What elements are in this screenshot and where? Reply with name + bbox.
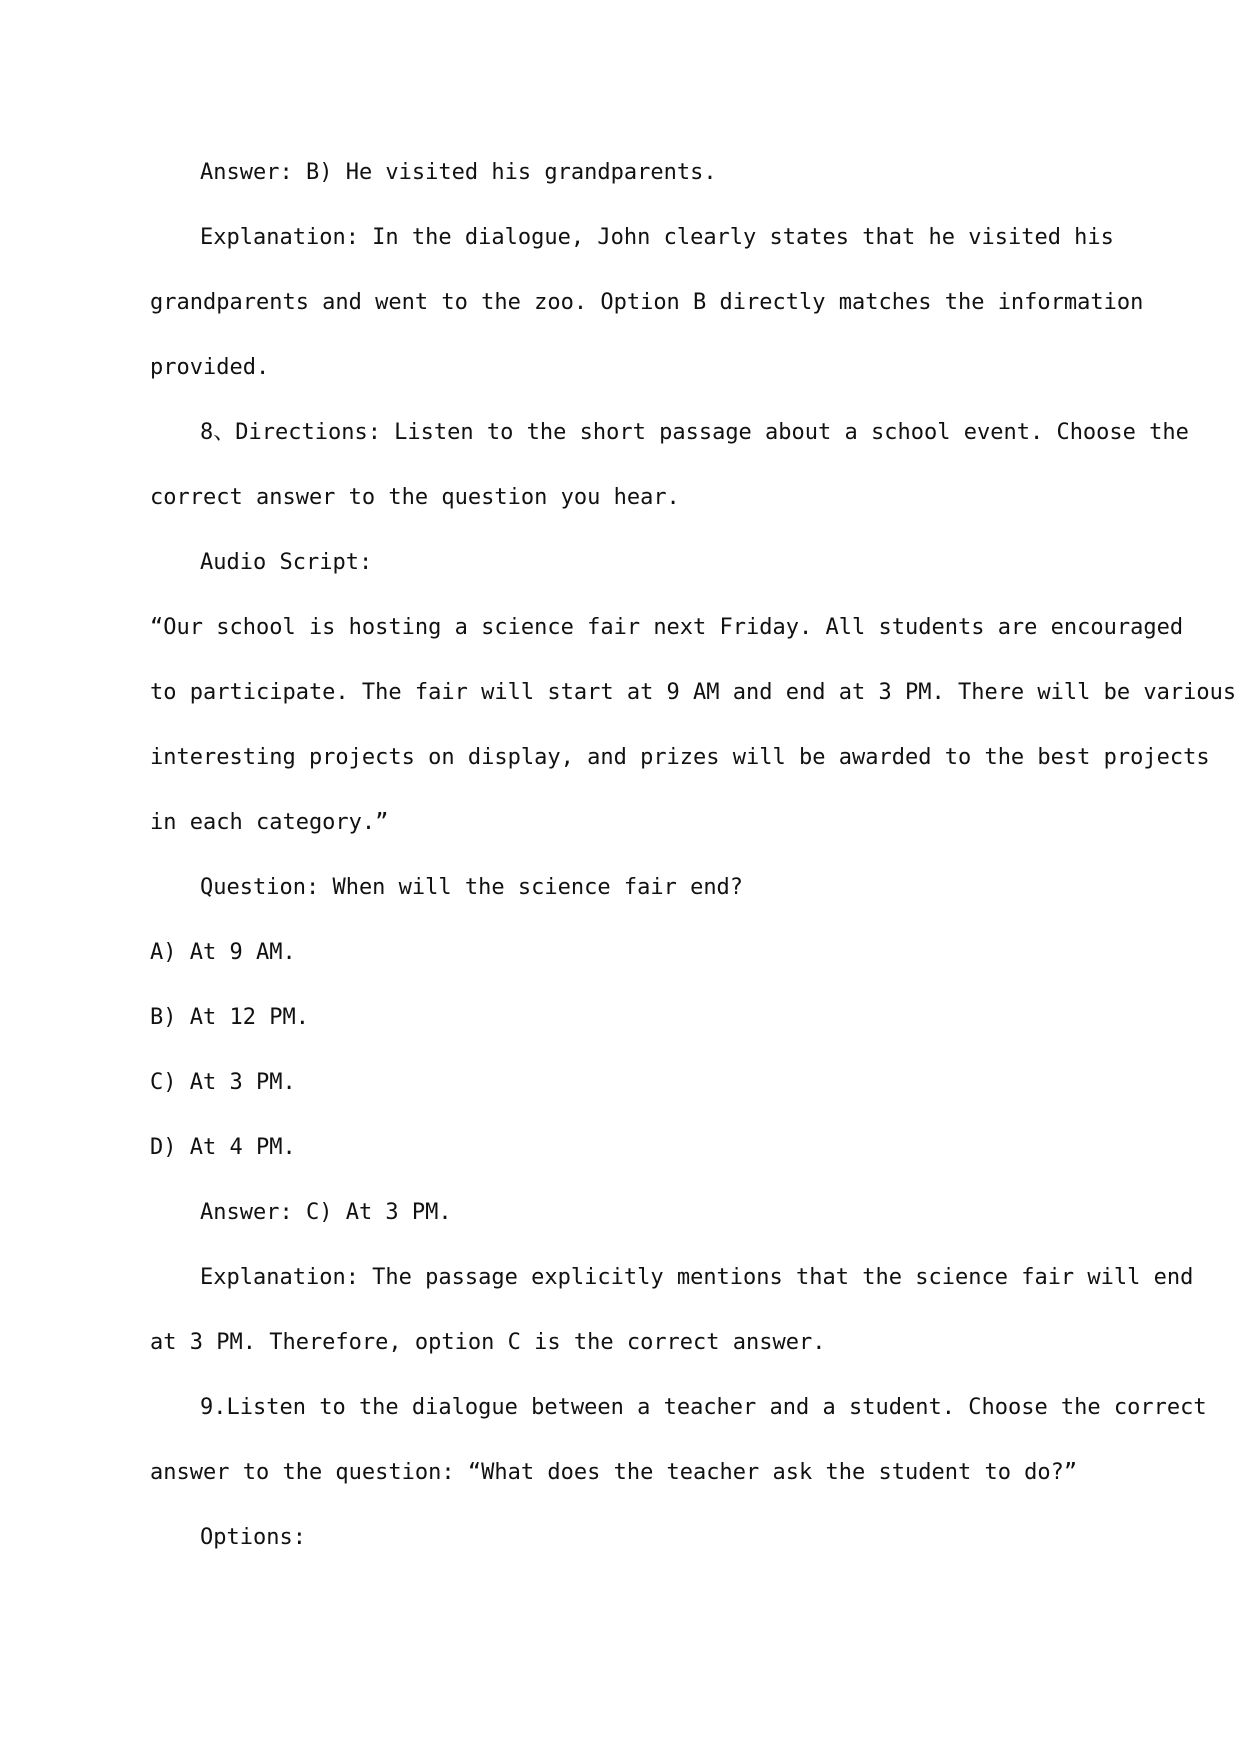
audio-script-line-4: in each category.”: [150, 810, 389, 835]
question-8-prompt: Question: When will the science fair end?: [200, 875, 744, 900]
audio-script-line-3: interesting projects on display, and prizes will be awarded to the best projects: [150, 745, 1210, 770]
option-d: D) At 4 PM.: [150, 1135, 296, 1160]
explanation-8-line-2: at 3 PM. Therefore, option C is the correct answer.: [150, 1330, 826, 1355]
option-b: B) At 12 PM.: [150, 1005, 309, 1030]
options-heading: Options:: [200, 1525, 306, 1550]
explanation-8-line-1: Explanation: The passage explicitly mentions that the science fair will end: [200, 1265, 1194, 1290]
audio-script-line-1: “Our school is hosting a science fair next Friday. All students are encouraged: [150, 615, 1184, 640]
explanation-7-line-1: Explanation: In the dialogue, John clearly states that he visited his: [200, 225, 1114, 250]
document-body: [150, 140, 1237, 1570]
answer-7: Answer: B) He visited his grandparents.: [200, 160, 717, 185]
option-a: A) At 9 AM.: [150, 940, 296, 965]
audio-script-heading: Audio Script:: [200, 550, 373, 575]
answer-8: Answer: C) At 3 PM.: [200, 1200, 452, 1225]
audio-script-line-2: to participate. The fair will start at 9 AM and end at 3 PM. There will be various: [150, 680, 1237, 705]
question-9-line-2: answer to the question: “What does the teacher ask the student to do?”: [150, 1460, 1078, 1485]
question-8-directions-line-1: 8、Directions: Listen to the short passage about a school event. Choose the: [200, 420, 1189, 445]
question-9-line-1: 9.Listen to the dialogue between a teacher and a student. Choose the correct: [200, 1395, 1207, 1420]
option-c: C) At 3 PM.: [150, 1070, 296, 1095]
question-8-directions-line-2: correct answer to the question you hear.: [150, 485, 680, 510]
explanation-7-line-3: provided.: [150, 355, 270, 380]
explanation-7-line-2: grandparents and went to the zoo. Option B directly matches the information: [150, 290, 1144, 315]
